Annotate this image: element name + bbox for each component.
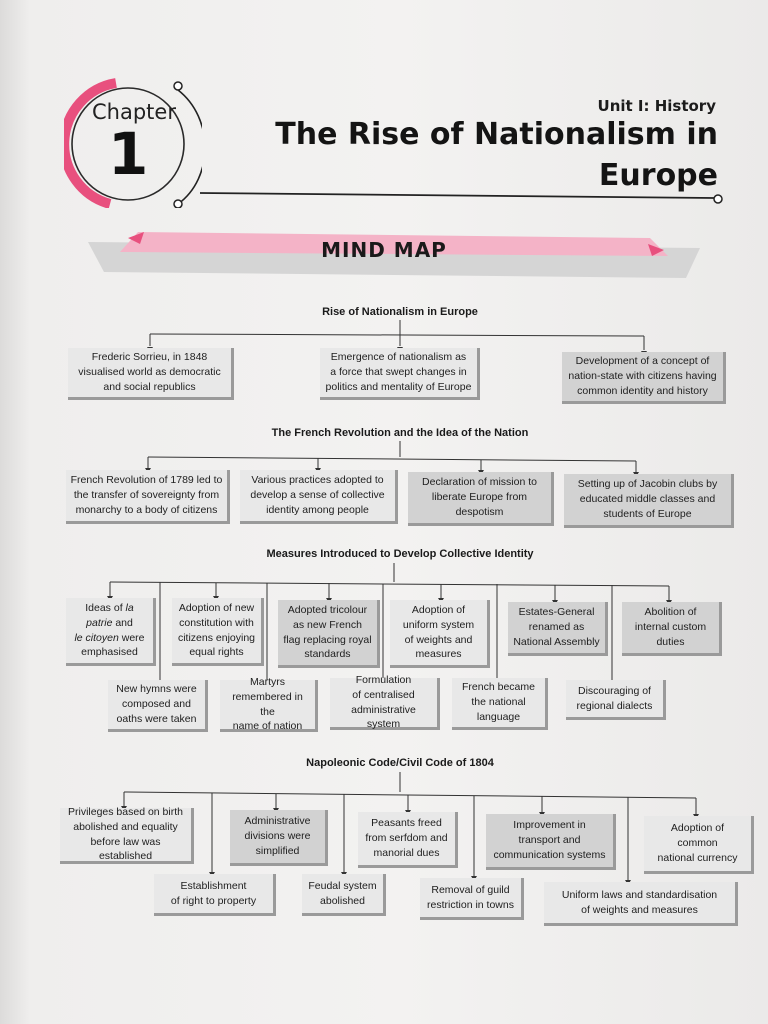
- heading-rise: Rise of Nationalism in Europe: [322, 306, 478, 318]
- node-measures-8: Martyrs remembered in the name of nation: [220, 680, 318, 732]
- node-napoleon-9: Uniform laws and standardisation of weights and measures: [544, 882, 738, 926]
- node-french-4: Setting up of Jacobin clubs by educated middle classes and students of Europe: [564, 474, 734, 528]
- node-measures-2: Adoption of new constitution with citizens enjoying equal rights: [172, 598, 264, 666]
- node-napoleon-7: Feudal system abolished: [302, 874, 386, 916]
- node-measures-5: Estates-General renamed as National Assembly: [508, 602, 608, 656]
- page-title-line-1: The Rise of Nationalism in: [275, 117, 718, 152]
- node-measures-9: Formulation of centralised administrative system: [330, 678, 440, 730]
- node-napoleon-2: Administrative divisions were simplified: [230, 810, 328, 866]
- node-napoleon-8: Removal of guild restriction in towns: [420, 878, 524, 920]
- node-french-3: Declaration of mission to liberate Europe from despotism: [408, 472, 554, 526]
- chapter-number: 1: [108, 120, 149, 188]
- node-rise-1: Frederic Sorrieu, in 1848 visualised world as democratic and social republics: [68, 348, 234, 400]
- heading-napoleonic-code: Napoleonic Code/Civil Code of 1804: [306, 757, 494, 769]
- node-measures-3: Adopted tricolour as new French flag replacing royal standards: [278, 600, 380, 668]
- node-measures-1: Ideas of la patrie and le citoyen were emphasised: [66, 598, 156, 666]
- node-measures-6: Abolition of internal custom duties: [622, 602, 722, 656]
- node-napoleon-6: Establishment of right to property: [154, 874, 276, 916]
- mind-map-title: MIND MAP: [321, 238, 447, 262]
- page-title-line-2: Europe: [598, 158, 718, 193]
- node-french-1: French Revolution of 1789 led to the transfer of sovereignty from monarchy to a body of citizens: [66, 470, 230, 524]
- node-rise-2: Emergence of nationalism as a force that swept changes in politics and mentality of Europe: [320, 348, 480, 400]
- node-napoleon-3: Peasants freed from serfdom and manorial dues: [358, 812, 458, 868]
- node-napoleon-5: Adoption of common national currency: [644, 816, 754, 874]
- node-measures-10: French became the national language: [452, 678, 548, 730]
- node-measures-4: Adoption of uniform system of weights and measures: [390, 600, 490, 668]
- chapter-label: Chapter: [92, 100, 176, 124]
- node-measures-11: Discouraging of regional dialects: [566, 680, 666, 720]
- node-measures-7: New hymns were composed and oaths were taken: [108, 680, 208, 732]
- node-french-2: Various practices adopted to develop a sense of collective identity among people: [240, 470, 398, 524]
- heading-french-revolution: The French Revolution and the Idea of the Nation: [271, 427, 529, 439]
- node-napoleon-1: Privileges based on birth abolished and equality before law was established: [60, 808, 194, 864]
- heading-measures: Measures Introduced to Develop Collective Identity: [266, 548, 534, 560]
- node-rise-3: Development of a concept of nation-state with citizens having common identity and history: [562, 352, 726, 404]
- unit-label: Unit I: History: [597, 97, 716, 115]
- node-napoleon-4: Improvement in transport and communication systems: [486, 814, 616, 870]
